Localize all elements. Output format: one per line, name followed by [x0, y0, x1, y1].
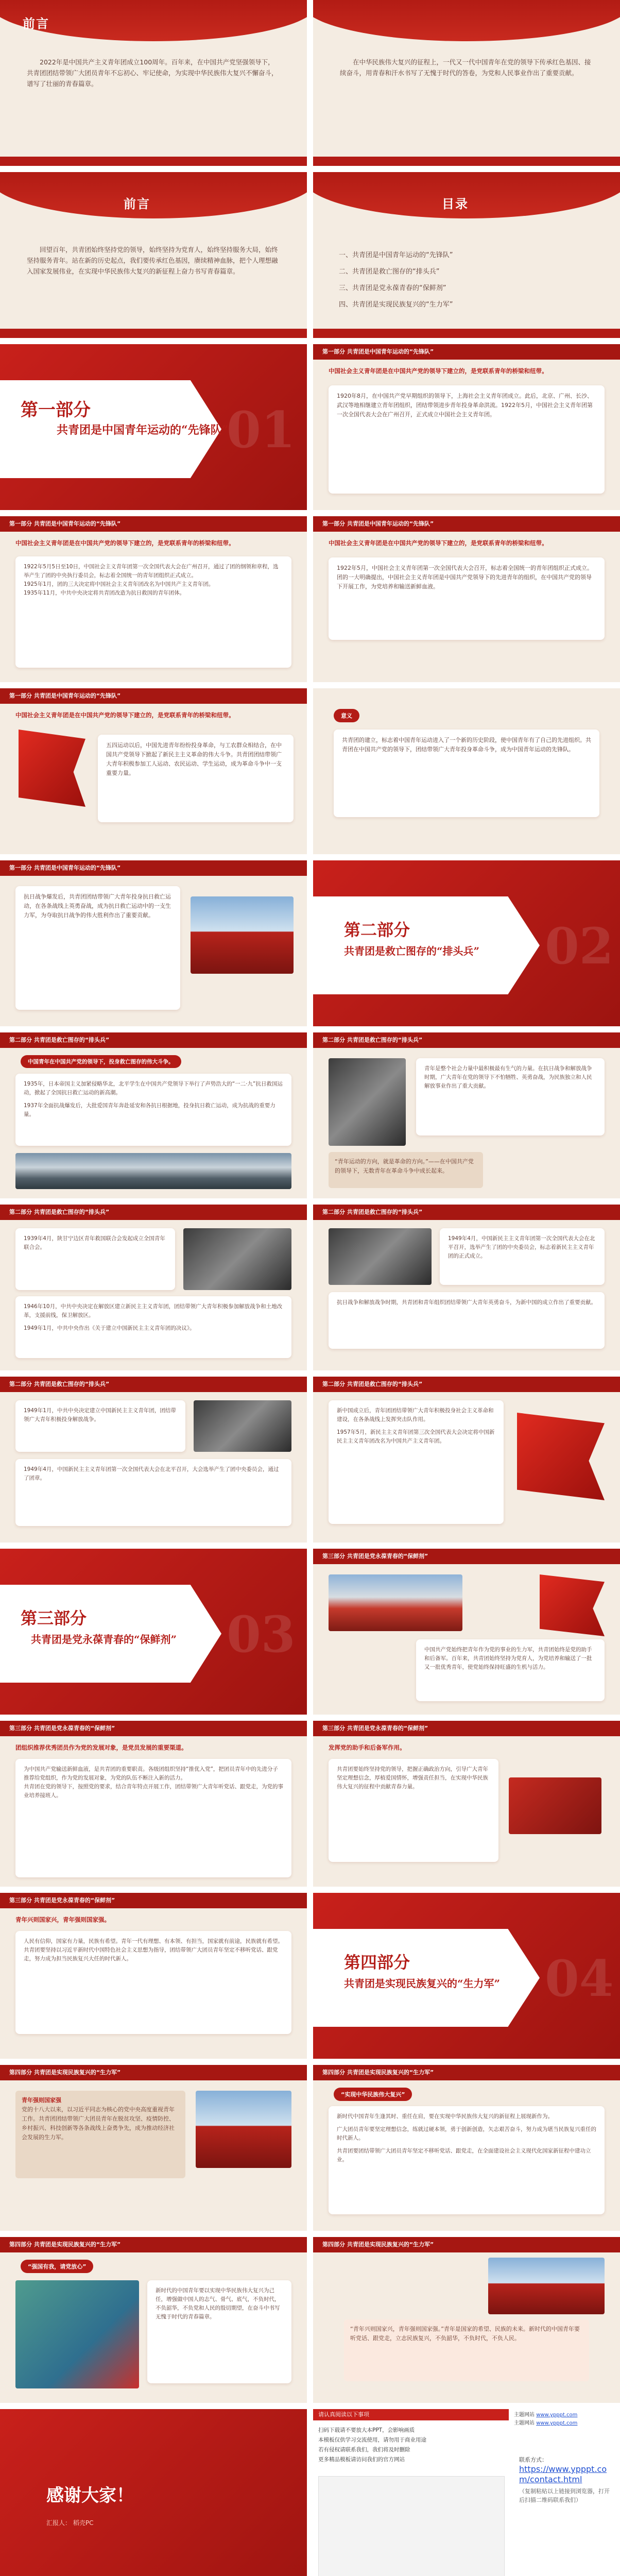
speaker-name: 稻壳PC — [73, 2519, 94, 2527]
slide-part4-title — [313, 1893, 620, 2059]
slide-part4-3 — [313, 2065, 620, 2231]
celebration-photo — [329, 1574, 462, 1631]
part2-header-5: 第二部分 共青团是救亡图存的“排头兵” — [0, 1377, 307, 1392]
part2-s7-card — [329, 1400, 504, 1524]
contact-note: （复制粘贴以上链接到浏览器，打开后扫描二维码联系我们） — [519, 2488, 610, 2503]
part2-s5-card-1: 1949年4月，中国新民主主义青年团第一次全国代表大会在北平召开，选举产生了团的中央委员会，标志着新民主主义青年团的正式成立。 — [440, 1228, 605, 1285]
part4-s3-pill: “实现中华民族伟大复兴” — [334, 2088, 412, 2101]
toc-item-2[interactable]: 二、共青团是救亡图存的“排头兵” — [339, 268, 440, 276]
part3-s5-banner: 青年兴则国家兴，青年强则国家强。 — [15, 1916, 110, 1923]
part3-header-1: 第三部分 共青团是党永葆青春的“保鲜剂” — [313, 1549, 620, 1564]
slide-part1-title — [0, 344, 307, 510]
info-lines — [318, 2426, 504, 2465]
part2-s2-card — [15, 1074, 291, 1146]
part2-title: 共青团是救亡图存的“排头兵” — [344, 945, 480, 957]
part4-s2-caption — [15, 2091, 185, 2178]
historical-photo-3 — [329, 1228, 432, 1285]
part4-header-2: 第四部分 共青团是实现民族复兴的“生力军” — [313, 2065, 620, 2080]
part3-s3-card: 为中国共产党输送新鲜血液，是共青团的重要职责。各级团组织坚持“推优入党”，把团员青年中的先进分子推荐给党组织，作为党的发展对象，为党的队伍不断注入新的活力。 共青团在党的领导下，按照党的要求，结合青年特点开展工作，团结带领广大青年听党话、跟党走，为党的事业培养接班人。 — [15, 1759, 291, 1877]
slide-toc — [313, 172, 620, 338]
slide-part3-3 — [0, 1721, 307, 1887]
site-label-1: 主题网站 — [514, 2412, 535, 2418]
contact-link[interactable]: https://www.ypppt.com/contact.html — [519, 2464, 607, 2484]
part3-label: 第三部分 — [21, 1608, 87, 1628]
part4-s2-caption-title: 青年强则国家强 — [22, 2097, 61, 2104]
part1-s5-emph: 中国社会主义青年团是在中国共产党的领导下建立的，是党联系青年的桥梁和纽带。 — [15, 711, 235, 719]
part1-header-5: 第一部分 共青团是中国青年运动的“先锋队” — [0, 860, 307, 876]
part1-s4-emph: 中国社会主义青年团是在中国共产党的领导下建立的，是党联系青年的桥梁和纽带。 — [329, 539, 548, 547]
part4-s3-card — [329, 2106, 605, 2214]
site-label-2: 主题网站 — [514, 2420, 535, 2426]
party-flag-image-2 — [540, 1574, 605, 1636]
preface-paragraph-1: 2022年是中国共产主义青年团成立100周年。百年来，在中国共产党坚强领导下，共青团团结带领广大团员青年不忘初心、牢记使命，为实现中华民族伟大复兴不懈奋斗，谱写了壮丽的青春篇章。 — [27, 58, 278, 88]
part4-s3-bullet-2: 广大团员青年要坚定理想信念，练就过硬本领，勇于创新创造，矢志艰苦奋斗，努力成为堪当民族复兴重任的时代新人。 — [337, 2126, 596, 2141]
historical-photo-2 — [183, 1228, 291, 1290]
slide-preface-2 — [313, 0, 620, 166]
part4-number: 04 — [545, 1950, 614, 2008]
part2-s2-bullet-1: 1935年，日本帝国主义加紧侵略华北，北平学生在中国共产党领导下举行了声势浩大的“一二·九”抗日救国运动，掀起了全国抗日救亡运动的新高潮。 — [24, 1081, 283, 1096]
part1-title-line1: 共青团是中国青年运动的“先锋队” — [57, 423, 229, 437]
contact-block — [519, 2455, 612, 2504]
part2-s7-bullet-1: 新中国成立后，青年团团结带领广大青年积极投身社会主义革命和建设，在各条战线上发挥突击队作用。 — [337, 1408, 494, 1422]
part1-s6-title: 意义 — [334, 709, 359, 722]
preface-title: 前言 — [23, 16, 49, 31]
part2-header-6: 第二部分 共青团是救亡图存的“排头兵” — [313, 1377, 620, 1392]
slide-part2-7 — [313, 1377, 620, 1543]
part3-s4-banner: 发挥党的助手和后备军作用。 — [329, 1744, 406, 1751]
part1-header-2: 第一部分 共青团是中国青年运动的“先锋队” — [0, 516, 307, 532]
part1-number: 01 — [227, 401, 296, 459]
toc-item-3[interactable]: 三、共青团是党永葆青春的“保鲜剂” — [339, 284, 446, 292]
part4-s4-pill: “强国有我，请党放心” — [21, 2260, 93, 2273]
info-line-1: 扫码下载请不要放大本PPT，会影响画质 — [318, 2427, 415, 2433]
slide-part2-1 — [0, 860, 307, 1026]
slide-part1-3 — [0, 516, 307, 682]
part2-s4-bullet-2: 1946年10月，中共中央决定在解放区建立新民主主义青年团，团结带领广大青年积极参加解放战争和土地改革，支援前线，保卫解放区。 — [24, 1303, 283, 1318]
part4-s3-bullet-3: 共青团要团结带领广大团员青年坚定不移听党话、跟党走，在全面建设社会主义现代化国家新征程中建功立业。 — [337, 2148, 591, 2163]
part3-s5-card: 人民有信仰，国家有力量，民族有希望。青年一代有理想、有本领、有担当，国家就有前途，民族就有希望。共青团要坚持以习近平新时代中国特色社会主义思想为指导，团结带领广大团员青年坚定不移听党话、跟党走，努力成为担当民族复兴大任的时代新人。 — [15, 1931, 291, 2034]
preface-paragraph-2: 在中华民族伟大复兴的征程上，一代又一代中国青年在党的领导下传承红色基因、接续奋斗，用青春和汗水书写了无愧于时代的答卷，为党和人民事业作出了重要贡献。 — [340, 58, 591, 77]
part1-header-3: 第一部分 共青团是中国青年运动的“先锋队” — [313, 516, 620, 532]
part1-s7-card: 抗日战争爆发后，共青团团结带领广大青年投身抗日救亡运动，在各条战线上英勇奋战，成为抗日救亡运动中的一支生力军，为夺取抗日战争的伟大胜利作出了重要贡献。 — [15, 886, 180, 1010]
party-flag-image — [19, 730, 85, 807]
slide-part4-4 — [0, 2237, 307, 2403]
part1-s6-card: 共青团的建立，标志着中国青年运动进入了一个新的历史阶段，使中国青年有了自己的先进组织。共青团在中国共产党的领导下，团结带领广大青年投身革命斗争，成为中国青年运动的先锋队。 — [334, 730, 599, 817]
part2-header-4: 第二部分 共青团是救亡图存的“排头兵” — [313, 1205, 620, 1220]
part4-s2-text: 党的十八大以来，以习近平同志为核心的党中央高度重视青年工作。共青团团结带领广大团员青年在脱贫攻坚、疫情防控、乡村振兴、科技创新等各条战线上奋勇争先，成为推动经济社会发展的生力军。 — [22, 2106, 175, 2141]
slide-preface-1 — [0, 0, 307, 166]
part2-s7-bullet-2: 1957年5月，新民主主义青年团第三次全国代表大会决定将中国新民主主义青年团改名为中国共产主义青年团。 — [337, 1429, 495, 1444]
tiananmen-photo — [191, 896, 294, 974]
part4-s4-card: 新时代的中国青年要以实现中华民族伟大复兴为己任，增强做中国人的志气、骨气、底气，不负时代，不负韶华，不负党和人民的殷切期望，在奋斗中书写无愧于时代的青春篇章。 — [147, 2280, 291, 2383]
slide-part1-5 — [0, 688, 307, 854]
part1-s3-card: 1922年5月5日至10日，中国社会主义青年团第一次全国代表大会在广州召开，通过了团的纲领和章程，选举产生了团的中央执行委员会，标志着全国统一的青年团组织正式成立。 1925年1月，团的三大决定将中国社会主义青年团改名为中国共产主义青年团。 1935年11月，中共中央决定将共青团改造为抗日救国的青年团体。 — [15, 556, 291, 668]
part4-s5-quote: “青年兴则国家兴，青年强则国家强。”青年是国家的希望、民族的未来。新时代的中国青年要听党话、跟党走，立志民族复兴，不负韶华，不负时代，不负人民。 — [344, 2319, 589, 2381]
slide-part1-4 — [313, 516, 620, 682]
info-heading: 请认真阅读以下事项 — [313, 2409, 509, 2420]
historical-photo — [329, 1058, 406, 1146]
info-line-4: 更多精品模板请访问我们的官方网站 — [318, 2456, 405, 2463]
part1-header: 第一部分 共青团是中国青年运动的“先锋队” — [313, 344, 620, 360]
slide-part4-5 — [313, 2237, 620, 2403]
party-book-image — [509, 1777, 601, 1834]
slide-part1-2 — [313, 344, 620, 510]
contact-label: 联系方式： — [519, 2456, 547, 2463]
part1-s4-card: 1922年5月，中国社会主义青年团第一次全国代表大会召开，标志着全国统一的青年团组织正式成立。团的一大明确提出，中国社会主义青年团是中国共产党领导下的先进青年的组织，在中国共产党的领导下开展工作，为党培养和输送新鲜血液。 — [329, 557, 605, 640]
slide-part2-4 — [0, 1205, 307, 1370]
slide-preface-3 — [0, 172, 307, 338]
part1-s2-emph: 中国社会主义青年团是在中国共产党的领导下建立的，是党联系青年的桥梁和纽带。 — [329, 367, 548, 375]
slide-thanks — [0, 2409, 307, 2576]
part3-header-2: 第三部分 共青团是党永葆青春的“保鲜剂” — [0, 1721, 307, 1736]
part3-number: 03 — [227, 1605, 296, 1664]
slide-part1-6 — [313, 688, 620, 854]
preface-paragraph-3: 回望百年，共青团始终坚持党的领导，始终坚持为党育人，始终坚持服务大局，始终坚持服务青年。站在新的历史起点，我们要传承红色基因，赓续精神血脉，把个人理想融入国家发展伟业，在实现中华民族伟大复兴的新征程上奋力书写青春篇章。 — [27, 246, 278, 275]
part2-header-1: 第二部分 共青团是救亡图存的“排头兵” — [0, 1032, 307, 1048]
slide-part3-4 — [313, 1721, 620, 1887]
preface-title-2: 前言 — [124, 196, 150, 211]
part1-label: 第一部分 — [21, 400, 91, 420]
info-line-2: 本模板仅供学习交流使用，请勿用于商业用途 — [318, 2437, 426, 2443]
part2-number: 02 — [545, 917, 614, 975]
toc-item-4[interactable]: 四、共青团是实现民族复兴的“生力军” — [339, 301, 453, 309]
tiananmen-illustration — [488, 2258, 605, 2314]
part2-s4-bullet-3: 1949年1月，中共中央作出《关于建立中国新民主主义青年团的决议》。 — [24, 1325, 195, 1331]
part1-s2-card: 1920年8月，在中国共产党早期组织的领导下，上海社会主义青年团成立。此后，北京、广州、长沙、武汉等地相继建立青年团组织，团结带领进步青年投身革命洪流。1922年5月，中国社会主义青年团第一次全国代表大会在广州召开，正式成立中国社会主义青年团。 — [329, 385, 605, 494]
part2-s5-card-2: 抗日战争和解放战争时期，共青团和青年组织团结带领广大青年英勇奋斗，为新中国的成立作出了重要贡献。 — [329, 1292, 605, 1349]
part2-s4-card-1: 1939年4月，陕甘宁边区青年救国联合会发起成立全国青年联合会。 — [15, 1228, 175, 1290]
part2-header-2: 第二部分 共青团是救亡图存的“排头兵” — [313, 1032, 620, 1048]
slide-part3-2 — [313, 1549, 620, 1715]
part2-s3-caption: “青年运动的方向，就是革命的方向。”——在中国共产党的领导下，无数青年在革命斗争中成长起来。 — [329, 1152, 483, 1188]
part2-s2-banner: 中国青年在中国共产党的领导下，投身救亡图存的伟大斗争。 — [21, 1055, 181, 1068]
part4-label: 第四部分 — [344, 1953, 410, 1972]
toc-title: 目录 — [442, 196, 469, 211]
site-link-1[interactable]: www.ypppt.com — [536, 2412, 578, 2418]
slide-part4-2 — [0, 2065, 307, 2231]
info-panel — [313, 2409, 620, 2576]
slide-part3-5 — [0, 1893, 307, 2059]
part2-s6-card-2: 1949年4月，中国新民主主义青年团第一次全国代表大会在北平召开，大会选举产生了团中央委员会，通过了团章。 — [15, 1459, 291, 1526]
part3-header-4: 第三部分 共青团是党永葆青春的“保鲜剂” — [0, 1893, 307, 1908]
info-line-3: 若有侵权请联系我们，我们将及时删除 — [318, 2447, 410, 2453]
slide-part2-5 — [313, 1205, 620, 1370]
preview-area — [318, 2476, 505, 2576]
part3-s3-banner: 团组织推荐优秀团员作为党的发展对象，是党员发展的重要渠道。 — [15, 1744, 187, 1751]
part3-title: 共青团是党永葆青春的“保鲜剂” — [31, 1633, 177, 1646]
part3-s2-card: 中国共产党始终把青年作为党的事业的生力军，共青团始终是党的助手和后备军。百年来，共青团始终坚持为党育人，为党培养和输送了一批又一批优秀青年，使党始终保持旺盛的生机与活力。 — [416, 1639, 605, 1701]
red-flag-image — [517, 1413, 605, 1500]
part1-header-4: 第一部分 共青团是中国青年运动的“先锋队” — [0, 688, 307, 704]
part1-s3-emph: 中国社会主义青年团是在中国共产党的领导下建立的，是党联系青年的桥梁和纽带。 — [15, 539, 235, 547]
part2-s2-bullet-2: 1937年全面抗战爆发后，大批爱国青年奔赴延安和各抗日根据地，投身抗日救亡运动，成为抗战的重要力量。 — [24, 1103, 275, 1117]
site-link-2[interactable]: www.ypppt.com — [536, 2420, 578, 2426]
slide-part2-6 — [0, 1377, 307, 1543]
part4-s3-bullet-1: 新时代中国青年生逢其时、重任在肩，要在实现中华民族伟大复兴的新征程上展现新作为。 — [337, 2113, 553, 2120]
youth-illustration — [15, 2280, 139, 2388]
part4-header-1: 第四部分 共青团是实现民族复兴的“生力军” — [0, 2065, 307, 2080]
thanks-text: 感谢大家！ — [46, 2485, 134, 2506]
part2-s4-card-2 — [15, 1296, 291, 1358]
slide-part2-2 — [0, 1032, 307, 1198]
part4-header-4: 第四部分 共青团是实现民族复兴的“生力军” — [313, 2237, 620, 2252]
part1-s5-card: 五四运动以后，中国先进青年纷纷投身革命，与工农群众相结合，在中国共产党领导下掀起了新民主主义革命的伟大斗争。共青团团结带领广大青年积极参加工人运动、农民运动、学生运动，成为革命斗争中一支重要力量。 — [98, 735, 294, 822]
part3-s4-card: 共青团要始终坚持党的领导，把握正确政治方向，引导广大青年坚定理想信念，厚植爱国情怀，增强责任担当，在实现中华民族伟大复兴的征程中贡献青春力量。 — [329, 1759, 498, 1862]
part2-s6-card-1: 1949年1月，中共中央决定建立中国新民主主义青年团，团结带领广大青年积极投身解放战争。 — [15, 1400, 185, 1452]
slide-part2-title — [313, 860, 620, 1026]
toc-item-1[interactable]: 一、共青团是中国青年运动的“先锋队” — [339, 251, 453, 259]
part4-title: 共青团是实现民族复兴的“生力军” — [344, 1977, 501, 1990]
part4-header-3: 第四部分 共青团是实现民族复兴的“生力军” — [0, 2237, 307, 2252]
site-links — [514, 2411, 617, 2428]
tiananmen-photo-2 — [196, 2091, 291, 2168]
part2-s3-card: 青年是整个社会力量中最积极最有生气的力量。在抗日战争和解放战争时期，广大青年在党的领导下不怕牺牲、英勇奋战，为民族独立和人民解放事业作出了重大贡献。 — [416, 1058, 605, 1136]
part3-header-3: 第三部分 共青团是党永葆青春的“保鲜剂” — [313, 1721, 620, 1736]
speaker-line — [46, 2518, 93, 2527]
slide-part3-title — [0, 1549, 307, 1715]
slide-part2-3 — [313, 1032, 620, 1198]
historical-photo-4 — [194, 1400, 291, 1452]
part2-header-3: 第二部分 共青团是救亡图存的“排头兵” — [0, 1205, 307, 1220]
part2-label: 第二部分 — [344, 920, 410, 940]
speaker-label: 汇报人： — [46, 2519, 72, 2527]
mountain-photo — [15, 1153, 291, 1189]
